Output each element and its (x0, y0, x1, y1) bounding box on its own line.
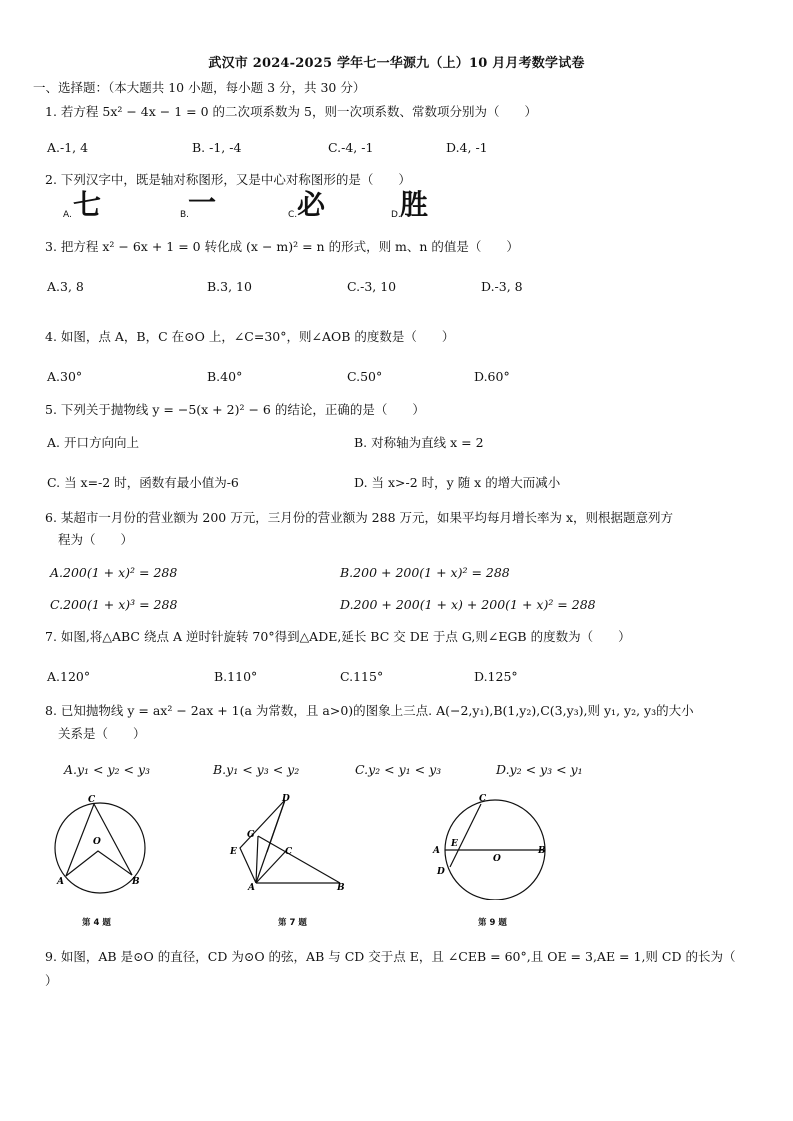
fig4-caption: 第 4 题 (82, 918, 111, 928)
q3-option-d[interactable]: D.-3, 8 (481, 279, 523, 294)
fig4-label-o: O (93, 837, 101, 847)
q1-stem: 1. 若方程 5x² − 4x − 1 = 0 的二次项系数为 5，则一次项系数、常数项分别为（ ） (45, 104, 537, 119)
fig7-label-d: D (282, 794, 290, 804)
q2-option-b-char: 一 (188, 186, 217, 219)
q3-option-c[interactable]: C.-3, 10 (347, 279, 397, 294)
q1-option-a[interactable]: A.-1, 4 (47, 140, 89, 155)
q1-option-d[interactable]: D.4, -1 (446, 140, 488, 155)
q8-option-c[interactable]: C.y₂ < y₁ < y₃ (355, 762, 442, 777)
q3-option-a[interactable]: A.3, 8 (47, 279, 84, 294)
q2-stem: 2. 下列汉字中，既是轴对称图形，又是中心对称图形的是（ ） (45, 172, 411, 187)
q2-option-d-char: 胜 (400, 188, 429, 221)
q7-option-b[interactable]: B.110° (214, 669, 258, 684)
fig9-caption: 第 9 题 (478, 918, 507, 928)
fig9-label-a: A (433, 846, 440, 856)
fig4-label-a: A (57, 877, 64, 887)
figure-7 (225, 790, 355, 900)
q1-option-c[interactable]: C.-4, -1 (328, 140, 374, 155)
q8-stem-line2: 关系是（ ） (58, 726, 146, 741)
q2-option-a-letter: A. (63, 210, 72, 220)
q2-option-c-letter: C. (288, 210, 298, 220)
fig9-label-d: D (437, 867, 445, 877)
fig7-label-b: B (337, 883, 345, 893)
q4-stem: 4. 如图，点 A，B，C 在⊙O 上，∠C=30°，则∠AOB 的度数是（ ） (45, 329, 455, 344)
q9-stem-line2: ） (45, 973, 58, 988)
q2-option-c[interactable] (288, 205, 297, 223)
fig9-label-e: E (451, 839, 458, 849)
q2-option-c-char: 必 (297, 188, 326, 221)
fig9-label-c: C (479, 794, 487, 804)
q7-option-a[interactable]: A.120° (47, 669, 91, 684)
section-heading: 一、选择题：（本大题共 10 小题，每小题 3 分，共 30 分） (33, 80, 366, 95)
fig7-label-c: C (285, 847, 293, 857)
q2-option-b-letter: B. (180, 210, 190, 220)
fig4-label-b: B (132, 877, 140, 887)
q6-option-b[interactable]: B.200 + 200(1 + x)² = 288 (340, 565, 510, 580)
q2-option-a[interactable] (63, 205, 72, 223)
q5-option-b[interactable]: B. 对称轴为直线 x = 2 (354, 435, 484, 450)
q8-option-b[interactable]: B.y₁ < y₃ < y₂ (213, 762, 300, 777)
q4-option-c[interactable]: C.50° (347, 369, 383, 384)
exam-title: 武汉市 2024-2025 学年七一华源九（上）10 月月考数学试卷 (208, 56, 585, 71)
q2-option-a-char: 七 (73, 188, 102, 221)
q6-stem-line1: 6. 某超市一月份的营业额为 200 万元，三月份的营业额为 288 万元，如果平均每月增长率为 x，则根据题意列方 (45, 510, 674, 525)
q5-option-d[interactable]: D. 当 x>-2 时，y 随 x 的增大而减小 (354, 475, 561, 490)
q8-option-a[interactable]: A.y₁ < y₂ < y₃ (64, 762, 151, 777)
q6-stem-line2: 程为（ ） (58, 532, 134, 547)
q8-stem-line1: 8. 已知抛物线 y = ax² − 2ax + 1(a 为常数，且 a>0)的图象上三点. A(−2,y₁),B(1,y₂),C(3,y₃),则 y₁, y₂, y₃的大小 (45, 703, 694, 718)
q5-option-c[interactable]: C. 当 x=-2 时，函数有最小值为-6 (47, 475, 239, 490)
q8-option-d[interactable]: D.y₂ < y₃ < y₁ (496, 762, 583, 777)
q2-option-d-letter: D. (391, 210, 401, 220)
fig7-label-e: E (230, 847, 237, 857)
q4-option-b[interactable]: B.40° (207, 369, 243, 384)
q5-option-a[interactable]: A. 开口方向向上 (47, 435, 139, 450)
q6-option-d[interactable]: D.200 + 200(1 + x) + 200(1 + x)² = 288 (340, 597, 596, 612)
q4-option-a[interactable]: A.30° (47, 369, 83, 384)
q3-stem: 3. 把方程 x² − 6x + 1 = 0 转化成 (x − m)² = n 的形式，则 m、n 的值是（ ） (45, 239, 519, 254)
fig4-label-c: C (88, 795, 96, 805)
q7-option-c[interactable]: C.115° (340, 669, 384, 684)
q3-option-b[interactable]: B.3, 10 (207, 279, 252, 294)
q7-option-d[interactable]: D.125° (474, 669, 518, 684)
q1-option-b[interactable]: B. -1, -4 (192, 140, 242, 155)
fig7-caption: 第 7 题 (278, 918, 307, 928)
fig9-label-o: O (493, 854, 501, 864)
q6-option-a[interactable]: A.200(1 + x)² = 288 (50, 565, 178, 580)
q6-option-c[interactable]: C.200(1 + x)³ = 288 (50, 597, 178, 612)
q4-option-d[interactable]: D.60° (474, 369, 510, 384)
fig7-label-a: A (248, 883, 255, 893)
fig9-label-b: B (538, 846, 546, 856)
q9-stem-line1: 9. 如图，AB 是⊙O 的直径，CD 为⊙O 的弦，AB 与 CD 交于点 E，且 ∠CEB = 60°,且 OE = 3,AE = 1,则 CD 的长为（ (45, 949, 736, 964)
figure-4 (48, 790, 158, 900)
q7-stem: 7. 如图,将△ABC 绕点 A 逆时针旋转 70°得到△ADE,延长 BC 交 DE 于点 G,则∠EGB 的度数为（ ） (45, 629, 631, 644)
q5-stem: 5. 下列关于抛物线 y = −5(x + 2)² − 6 的结论，正确的是（ ） (45, 402, 425, 417)
figure-9 (428, 790, 553, 900)
fig7-label-g: G (247, 830, 255, 840)
